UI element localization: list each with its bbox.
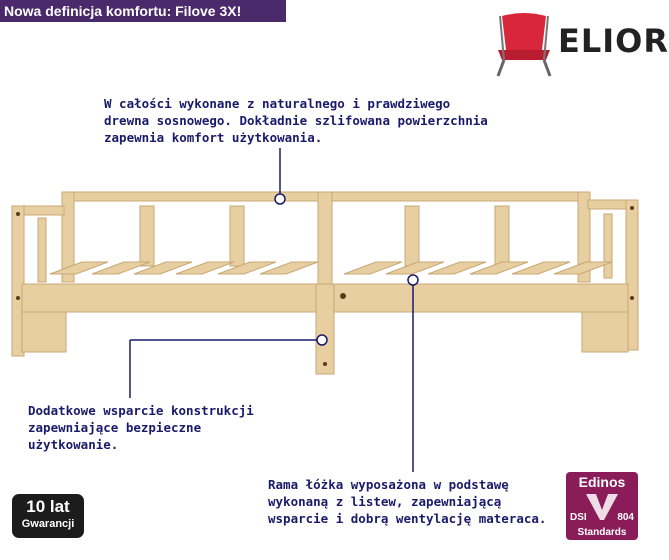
warranty-years: 10 lat	[26, 497, 70, 516]
warranty-label: Gwarancji	[21, 518, 75, 530]
edinos-number: 804	[617, 512, 634, 523]
edinos-standards: Standards	[577, 527, 627, 538]
callout-line: wsparcie i dobrą wentylację materaca.	[268, 511, 547, 526]
callout-line: Dodatkowe wsparcie konstrukcji	[28, 403, 254, 418]
callout-line: wykonaną z listew, zapewniającą	[268, 494, 502, 509]
logo-text: ELIOR	[558, 22, 669, 60]
callout-line: użytkowanie.	[28, 437, 119, 452]
edinos-dsi: DSI	[570, 512, 587, 523]
callout-line: W całości wykonane z naturalnego i prawdziwego	[104, 96, 451, 111]
callout-line: drewna sosnowego. Dokładnie szlifowana powierzchnia	[104, 113, 488, 128]
callout-line: zapewniające bezpieczne	[28, 420, 202, 435]
edinos-v-icon	[582, 492, 622, 522]
callout-line: zapewnia komfort użytkowania.	[104, 130, 323, 145]
warranty-badge	[12, 494, 84, 538]
edinos-standards-badge	[566, 472, 638, 540]
promo-banner: Nowa definicja komfortu: Filove 3X!	[0, 0, 286, 22]
edinos-brand: Edinos	[578, 474, 626, 490]
callout-line: Rama łóżka wyposażona w podstawę	[268, 477, 509, 492]
